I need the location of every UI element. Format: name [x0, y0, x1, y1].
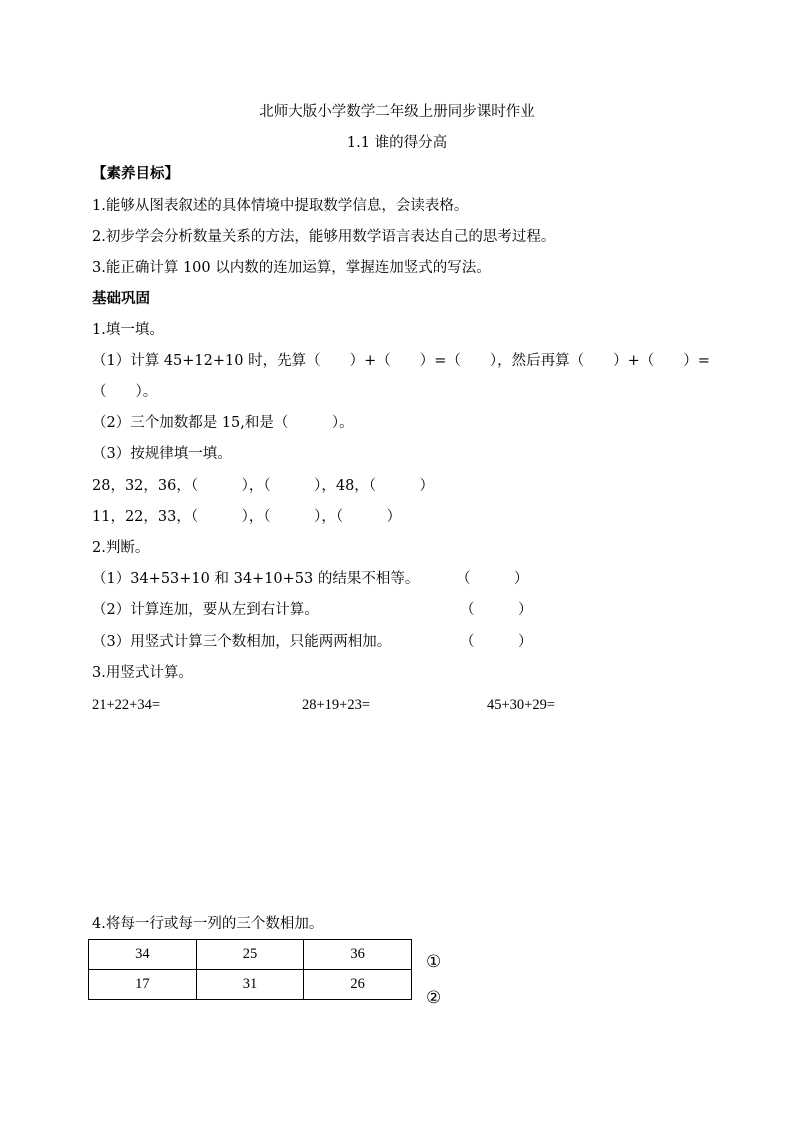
goals-heading: 【素养目标】 — [92, 165, 179, 182]
grid-cell: 17 — [89, 970, 197, 1000]
judge-item-2-answer-paren: （ ） — [460, 602, 533, 618]
grid-cell: 34 — [89, 940, 197, 970]
grid-cell: 31 — [196, 970, 304, 1000]
table-row — [89, 970, 412, 1000]
sequence-1: 28，32，36，（ ），（ ），48，（ ） — [92, 478, 435, 494]
judge-item-1: （1）34+53+10 和 34+10+53 的结果不相等。 — [92, 571, 420, 587]
judge-item-3-answer-paren: （ ） — [460, 634, 533, 650]
expression-3: 45+30+29= — [487, 697, 556, 713]
lesson-subtitle: 1.1 谁的得分高 — [346, 135, 448, 151]
judge-item-1-answer-paren: （ ） — [456, 571, 529, 587]
question-1-part-1-line-2: （ ）。 — [92, 384, 158, 400]
question-4-title: 4.将每一行或每一列的三个数相加。 — [92, 916, 324, 932]
table-row — [89, 940, 412, 970]
basics-heading: 基础巩固 — [92, 290, 150, 307]
grid-cell: 26 — [304, 970, 412, 1000]
number-grid — [88, 939, 412, 1000]
row-marker-2: ② — [426, 988, 442, 1008]
question-1-title: 1.填一填。 — [92, 322, 164, 338]
goal-item-1: 1.能够从图表叙述的具体情境中提取数学信息，会读表格。 — [92, 198, 469, 214]
sequence-2: 11，22，33，（ ），（ ），（ ） — [92, 509, 402, 525]
question-1-part-2: （2）三个加数都是 15,和是（ ）。 — [92, 415, 354, 431]
judge-item-2: （2）计算连加，要从左到右计算。 — [92, 602, 319, 618]
goal-item-2: 2.初步学会分析数量关系的方法，能够用数学语言表达自己的思考过程。 — [92, 229, 556, 245]
goal-item-3: 3.能正确计算 100 以内数的连加运算，掌握连加竖式的写法。 — [92, 260, 491, 276]
question-3-title: 3.用竖式计算。 — [92, 665, 193, 681]
grid-cell: 36 — [304, 940, 412, 970]
expression-1: 21+22+34= — [92, 697, 161, 713]
question-1-part-1-line-1: （1）计算 45+12+10 时，先算（ ）+（ ）=（ ），然后再算（ ）+（ ）= — [92, 353, 710, 369]
page-title: 北师大版小学数学二年级上册同步课时作业 — [259, 104, 535, 120]
judge-item-3: （3）用竖式计算三个数相加，只能两两相加。 — [92, 634, 392, 650]
row-marker-1: ① — [426, 952, 442, 972]
question-2-title: 2.判断。 — [92, 540, 150, 556]
expression-2: 28+19+23= — [302, 697, 371, 713]
question-1-part-3: （3）按规律填一填。 — [92, 446, 232, 462]
grid-cell: 25 — [196, 940, 304, 970]
